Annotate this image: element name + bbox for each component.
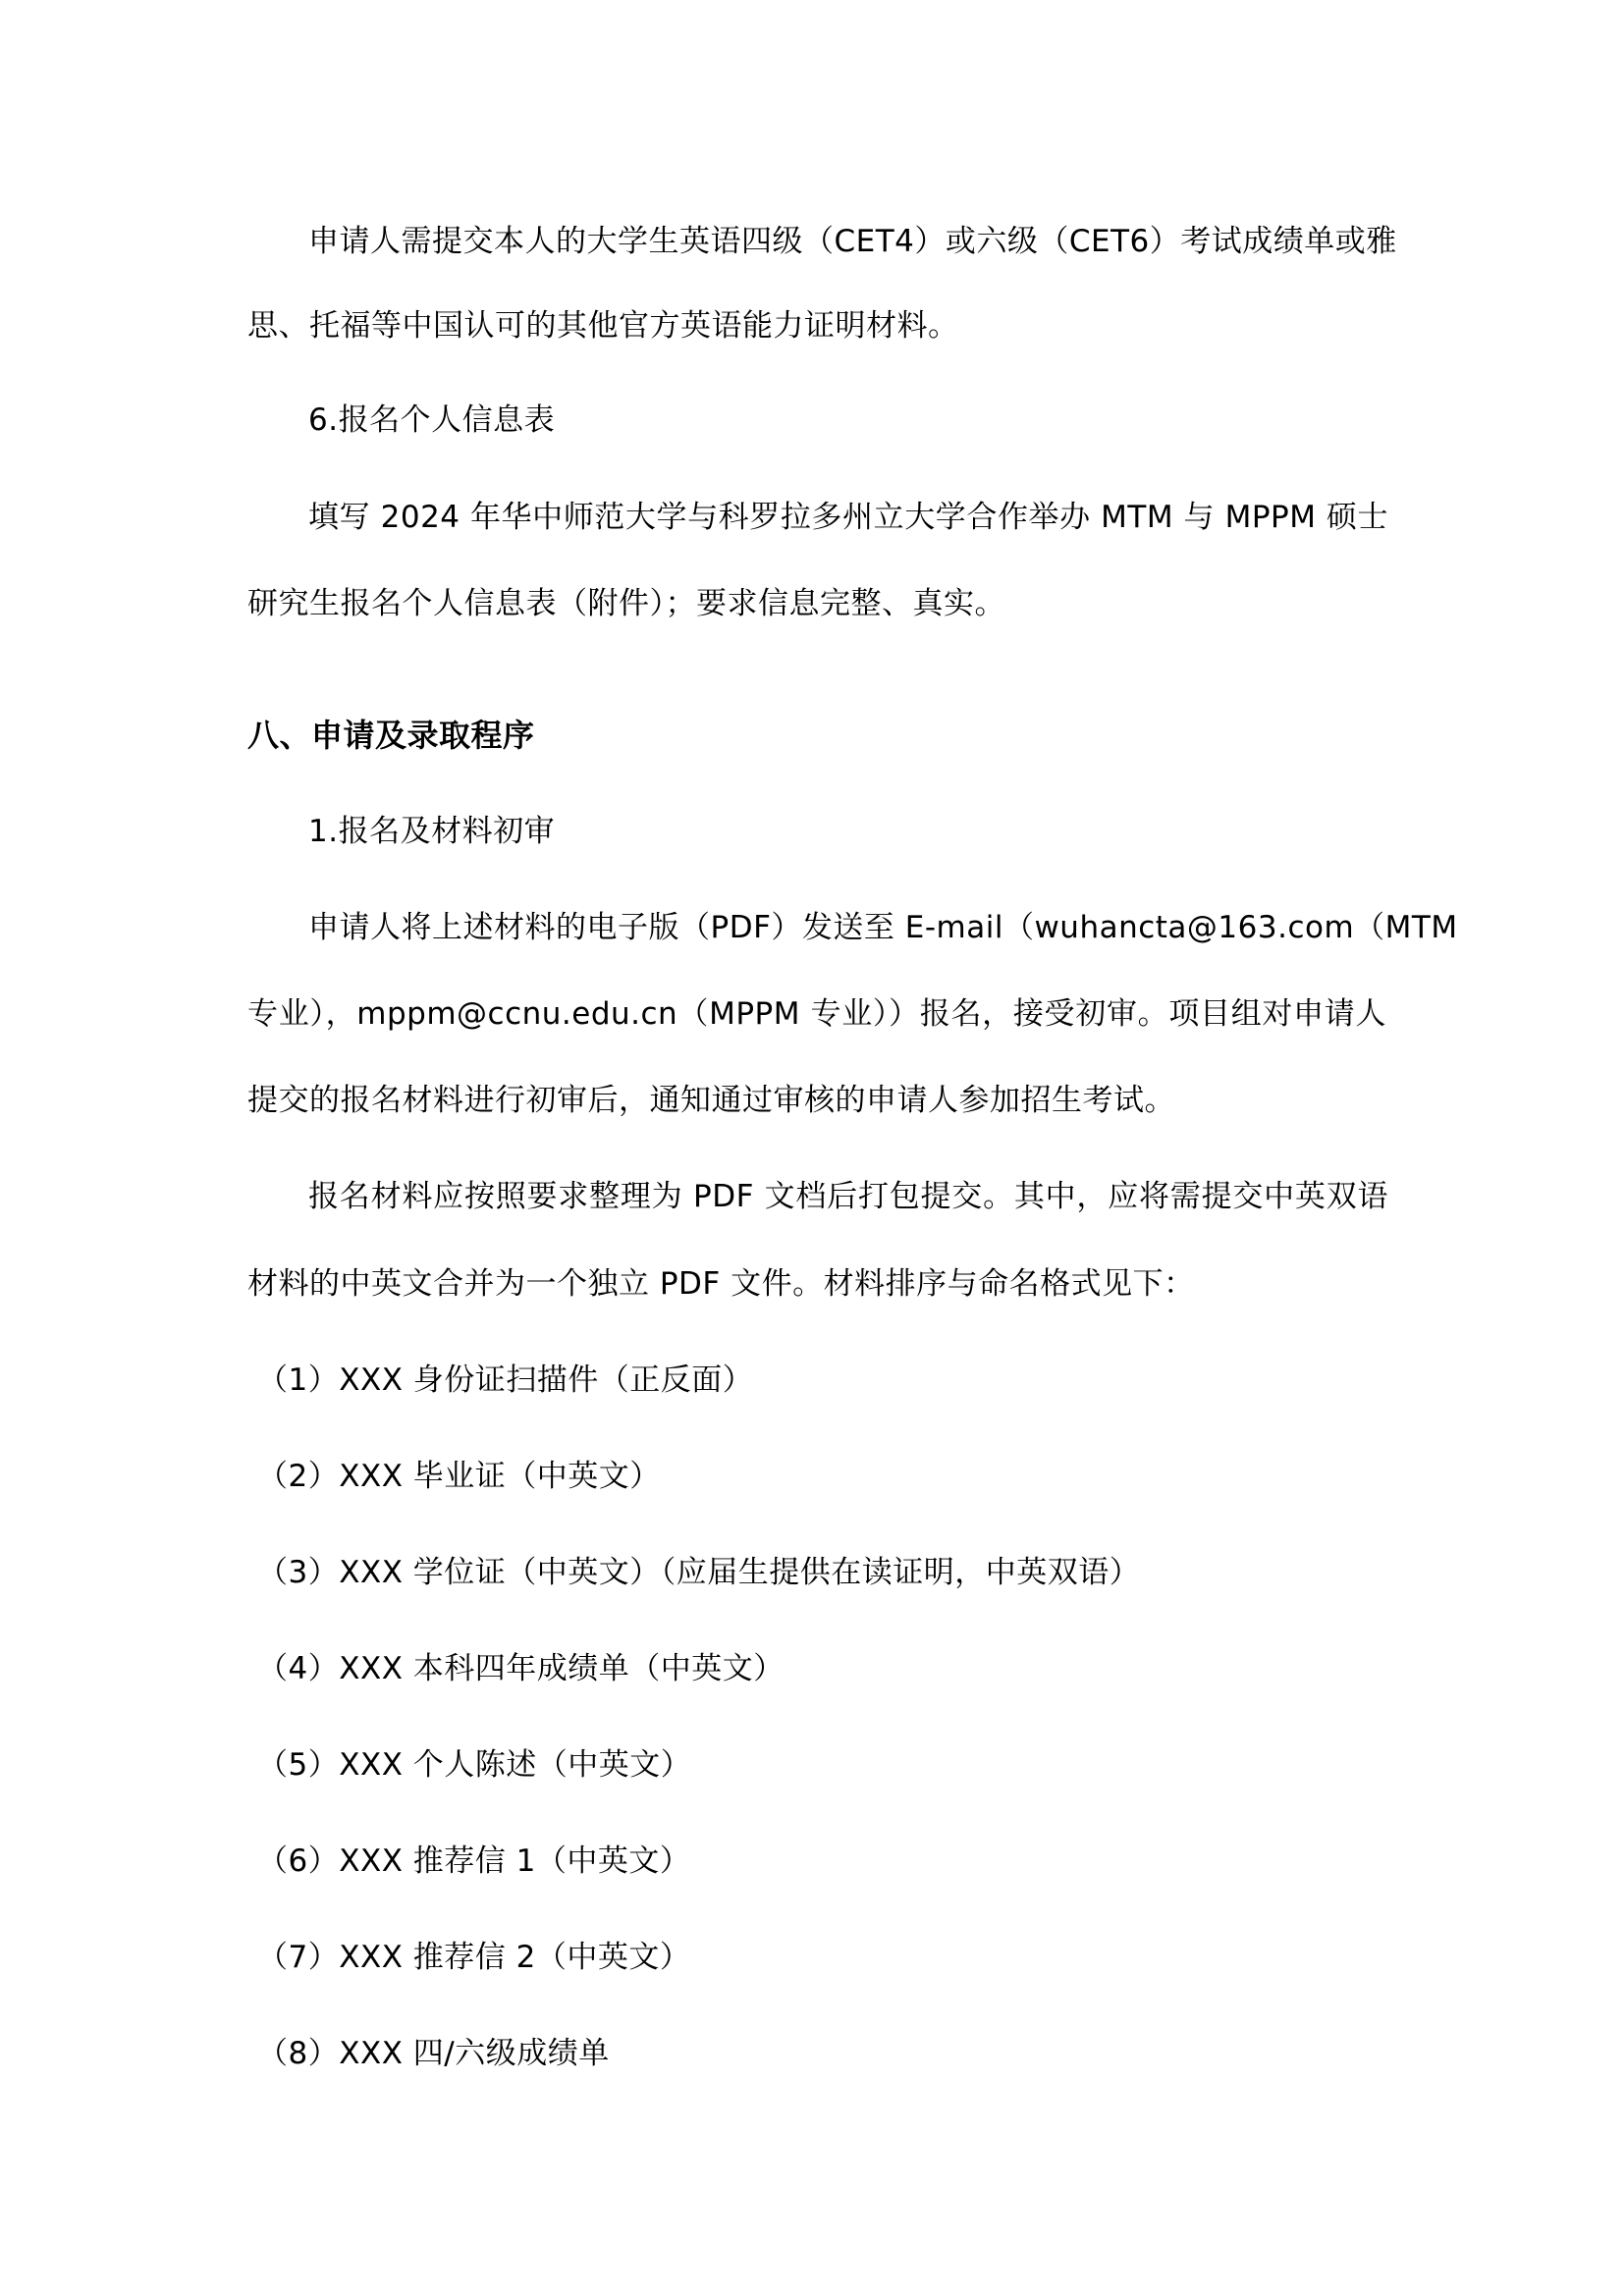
paragraph-submission-line-2: 专业），mppm@ccnu.edu.cn（MPPM 专业））报名，接受初审。项目组对申请人	[247, 996, 1386, 1032]
subheading-personal-info-form: 6.报名个人信息表	[308, 402, 556, 438]
paragraph-packaging-line-2: 材料的中英文合并为一个独立 PDF 文件。材料排序与命名格式见下：	[247, 1266, 1195, 1302]
list-item: （2）XXX 毕业证（中英文）	[257, 1459, 661, 1494]
paragraph-info-form-line-1: 填写 2024 年华中师范大学与科罗拉多州立大学合作举办 MTM 与 MPPM 硕士	[308, 500, 1388, 535]
subheading-registration-review: 1.报名及材料初审	[308, 814, 556, 849]
paragraph-english-requirement-line-2: 思、托福等中国认可的其他官方英语能力证明材料。	[247, 308, 959, 344]
list-item: （4）XXX 本科四年成绩单（中英文）	[257, 1651, 785, 1686]
list-item: （3）XXX 学位证（中英文）（应届生提供在读证明，中英双语）	[257, 1555, 1141, 1590]
list-item: （8）XXX 四/六级成绩单	[257, 2036, 610, 2071]
paragraph-submission-line-1: 申请人将上述材料的电子版（PDF）发送至 E-mail（wuhancta@163.com（MTM	[308, 910, 1458, 945]
list-item: （7）XXX 推荐信 2（中英文）	[257, 1940, 691, 1975]
list-item: （5）XXX 个人陈述（中英文）	[257, 1747, 692, 1783]
list-item: （6）XXX 推荐信 1（中英文）	[257, 1843, 691, 1879]
paragraph-english-requirement-line-1: 申请人需提交本人的大学生英语四级（CET4）或六级（CET6）考试成绩单或雅	[308, 224, 1397, 259]
paragraph-submission-line-3: 提交的报名材料进行初审后，通知通过审核的申请人参加招生考试。	[247, 1083, 1175, 1118]
paragraph-info-form-line-2: 研究生报名个人信息表（附件）；要求信息完整、真实。	[247, 586, 1005, 621]
list-item: （1）XXX 身份证扫描件（正反面）	[257, 1362, 754, 1398]
paragraph-packaging-line-1: 报名材料应按照要求整理为 PDF 文档后打包提交。其中，应将需提交中英双语	[308, 1179, 1388, 1214]
section-heading-application-procedure: 八、申请及录取程序	[247, 717, 535, 754]
